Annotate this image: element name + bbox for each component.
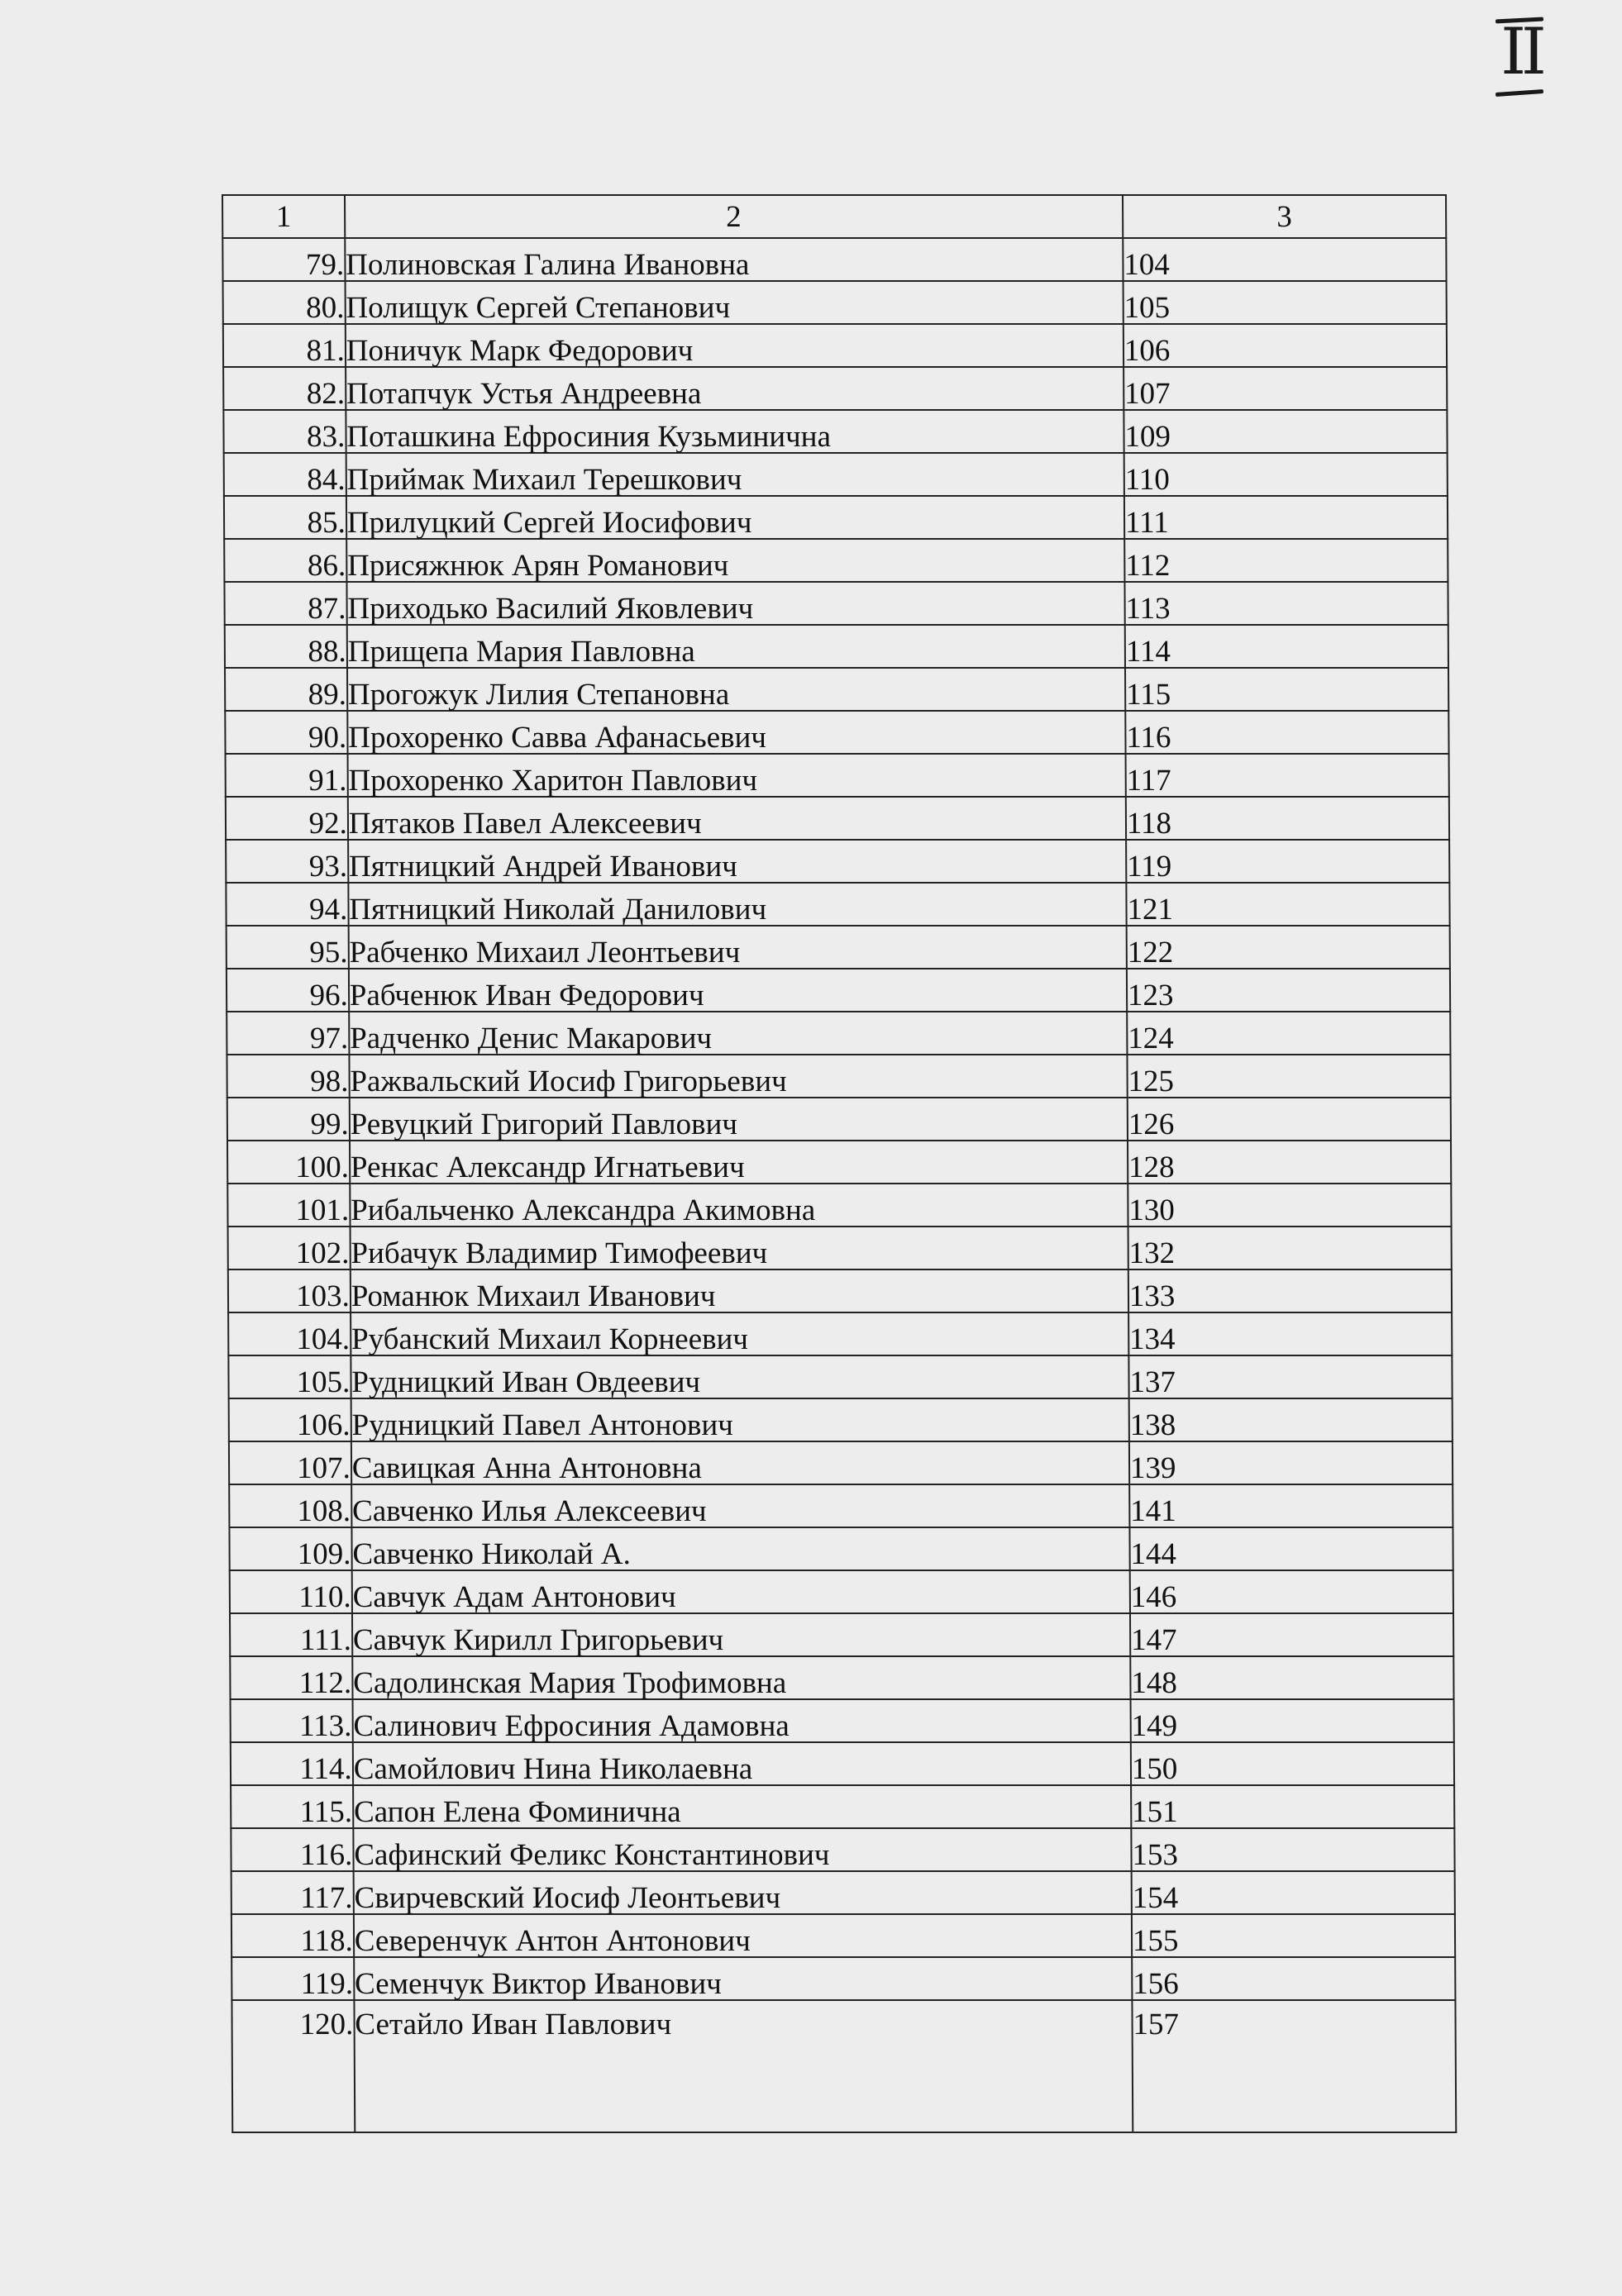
- table-row: [229, 1527, 1453, 1570]
- person-name-cell: Приймак Михаил Терешкович: [346, 453, 1123, 496]
- page-number-cell: 123: [1127, 969, 1450, 1012]
- row-number-cell: 91.: [226, 754, 348, 797]
- table-row: [228, 1312, 1452, 1355]
- page-number-cell: 144: [1129, 1527, 1453, 1570]
- person-name-cell: Семенчук Виктор Иванович: [354, 1957, 1132, 2000]
- row-number-cell: 88.: [225, 625, 347, 668]
- page-number-cell: 115: [1125, 668, 1448, 711]
- person-name-cell: Прохоренко Савва Афанасьевич: [347, 711, 1125, 754]
- table-row: [227, 1098, 1451, 1141]
- row-number-cell: 107.: [229, 1441, 351, 1484]
- table-row: [227, 969, 1450, 1012]
- page-number-cell: 139: [1129, 1441, 1453, 1484]
- row-number-cell: 98.: [227, 1055, 349, 1098]
- person-name-cell: Сапон Елена Фоминична: [353, 1785, 1131, 1828]
- row-number-cell: 110.: [230, 1570, 352, 1613]
- person-name-cell: Полиновская Галина Ивановна: [345, 238, 1123, 281]
- table-row: [224, 582, 1448, 625]
- person-name-cell: Самойлович Нина Николаевна: [353, 1742, 1131, 1785]
- person-name-cell: Савченко Илья Алексеевич: [351, 1484, 1129, 1527]
- table-row: [231, 1957, 1455, 2000]
- table-row: [226, 840, 1449, 883]
- table-row: [226, 754, 1449, 797]
- table-row: [231, 1742, 1454, 1785]
- row-number-cell: 89.: [225, 668, 347, 711]
- row-number-cell: 90.: [225, 711, 347, 754]
- table-row: [231, 1828, 1454, 1871]
- table-row: [227, 1184, 1451, 1227]
- row-number-cell: 92.: [226, 797, 348, 840]
- table-row: [224, 539, 1448, 582]
- page-roman-numeral-mark: [1484, 8, 1558, 99]
- page-number-cell: 141: [1129, 1484, 1453, 1527]
- page-number-cell: 155: [1132, 1914, 1455, 1957]
- person-name-cell: Рибальченко Александра Акимовна: [350, 1184, 1128, 1227]
- page-number-cell: 119: [1126, 840, 1449, 883]
- page-number-cell: 150: [1131, 1742, 1454, 1785]
- row-number-cell: 93.: [226, 840, 348, 883]
- table-row: [228, 1355, 1452, 1398]
- person-name-cell: Рубанский Михаил Корнеевич: [351, 1312, 1128, 1355]
- row-number-cell: 117.: [231, 1871, 354, 1914]
- row-number-cell: 106.: [229, 1398, 351, 1441]
- person-name-cell: Садолинская Мария Трофимовна: [352, 1656, 1130, 1699]
- table-row: [230, 1656, 1453, 1699]
- person-name-cell: Прохоренко Харитон Павлович: [347, 754, 1125, 797]
- row-number-cell: 116.: [231, 1828, 353, 1871]
- row-number-cell: 103.: [228, 1269, 351, 1312]
- page-number-cell: 149: [1130, 1699, 1453, 1742]
- person-name-cell: Ревуцкий Григорий Павлович: [350, 1098, 1128, 1141]
- table-row: [224, 496, 1448, 539]
- table-row: [231, 1699, 1454, 1742]
- page-number-cell: 113: [1124, 582, 1448, 625]
- person-name-cell: Ражвальский Иосиф Григорьевич: [349, 1055, 1127, 1098]
- page-number-cell: 105: [1123, 281, 1446, 324]
- table-row: [231, 2000, 1456, 2132]
- page-mark-text: II: [1500, 15, 1542, 89]
- page-number-cell: 124: [1127, 1012, 1450, 1055]
- person-name-cell: Рибачук Владимир Тимофеевич: [350, 1227, 1128, 1269]
- table-row: [227, 1012, 1450, 1055]
- page-number-cell: 133: [1128, 1269, 1452, 1312]
- person-name-cell: Савчук Адам Антонович: [351, 1570, 1129, 1613]
- table-row: [230, 1570, 1453, 1613]
- table-row: [231, 1914, 1455, 1957]
- row-number-cell: 83.: [223, 410, 346, 453]
- page-number-cell: 147: [1130, 1613, 1453, 1656]
- person-name-cell: Савченко Николай А.: [351, 1527, 1129, 1570]
- row-number-cell: 115.: [231, 1785, 353, 1828]
- row-number-cell: 119.: [231, 1957, 354, 2000]
- person-name-cell: Приходько Василий Яковлевич: [346, 582, 1124, 625]
- table-row: [228, 1269, 1452, 1312]
- row-number-cell: 82.: [223, 367, 346, 410]
- register-table: [222, 194, 1457, 2133]
- table-row: [225, 625, 1448, 668]
- table-row: [223, 324, 1447, 367]
- person-name-cell: Пятницкий Николай Данилович: [348, 883, 1126, 926]
- table-row: [225, 668, 1448, 711]
- header-row: [222, 195, 1446, 238]
- person-name-cell: Радченко Денис Макарович: [349, 1012, 1127, 1055]
- page-number-cell: 134: [1128, 1312, 1452, 1355]
- page-number-cell: 121: [1126, 883, 1449, 926]
- page-number-cell: 132: [1128, 1227, 1451, 1269]
- table-row: [227, 926, 1450, 969]
- person-name-cell: Присяжнюк Арян Романович: [346, 539, 1124, 582]
- row-number-cell: 79.: [222, 238, 345, 281]
- table-row: [231, 1871, 1455, 1914]
- table-row: [227, 1055, 1450, 1098]
- page-number-cell: 109: [1123, 410, 1447, 453]
- row-number-cell: 105.: [228, 1355, 351, 1398]
- row-number-cell: 99.: [227, 1098, 350, 1141]
- row-number-cell: 109.: [229, 1527, 351, 1570]
- page-number-cell: 146: [1130, 1570, 1453, 1613]
- row-number-cell: 120.: [231, 2000, 355, 2132]
- page-number-cell: 130: [1128, 1184, 1451, 1227]
- page-number-cell: 116: [1125, 711, 1448, 754]
- row-number-cell: 113.: [231, 1699, 353, 1742]
- page-number-cell: 107: [1123, 367, 1447, 410]
- row-number-cell: 100.: [227, 1141, 350, 1184]
- table-row: [224, 453, 1448, 496]
- row-number-cell: 86.: [224, 539, 346, 582]
- table-row: [229, 1441, 1453, 1484]
- row-number-cell: 101.: [227, 1184, 350, 1227]
- row-number-cell: 81.: [223, 324, 346, 367]
- page-mark-bottom-stroke: [1496, 89, 1543, 97]
- person-name-cell: Поташкина Ефросиния Кузьминична: [346, 410, 1123, 453]
- row-number-cell: 108.: [229, 1484, 351, 1527]
- page-number-cell: 138: [1128, 1398, 1452, 1441]
- table-row: [230, 1613, 1453, 1656]
- row-number-cell: 94.: [226, 883, 348, 926]
- table-row: [226, 797, 1449, 840]
- person-name-cell: Прищепа Мария Павловна: [347, 625, 1125, 668]
- person-name-cell: Прилуцкий Сергей Иосифович: [346, 496, 1124, 539]
- person-name-cell: Свирчевский Иосиф Леонтьевич: [353, 1871, 1131, 1914]
- table-body: [222, 238, 1456, 2132]
- page-number-cell: 137: [1128, 1355, 1452, 1398]
- page-number-cell: 114: [1125, 625, 1448, 668]
- person-name-cell: Савицкая Анна Антоновна: [351, 1441, 1129, 1484]
- page-number-cell: 128: [1128, 1141, 1451, 1184]
- table-row: [228, 1227, 1452, 1269]
- page-number-cell: 118: [1126, 797, 1449, 840]
- person-name-cell: Полищук Сергей Степанович: [345, 281, 1123, 324]
- page-number-cell: 117: [1125, 754, 1448, 797]
- page-number-cell: 153: [1131, 1828, 1454, 1871]
- page-number-cell: 125: [1127, 1055, 1450, 1098]
- person-name-cell: Ренкас Александр Игнатьевич: [350, 1141, 1128, 1184]
- table-row: [227, 1141, 1451, 1184]
- row-number-cell: 118.: [231, 1914, 354, 1957]
- row-number-cell: 112.: [230, 1656, 352, 1699]
- person-name-cell: Савчук Кирилл Григорьевич: [352, 1613, 1130, 1656]
- person-name-cell: Поничук Марк Федорович: [346, 324, 1123, 367]
- page-number-cell: 111: [1124, 496, 1448, 539]
- row-number-cell: 95.: [227, 926, 349, 969]
- page-number-cell: 122: [1126, 926, 1449, 969]
- page-number-cell: 104: [1123, 238, 1446, 281]
- page-number-cell: 110: [1123, 453, 1447, 496]
- page-number-cell: 157: [1132, 2000, 1456, 2132]
- row-number-cell: 80.: [223, 281, 346, 324]
- person-name-cell: Сетайло Иван Павлович: [354, 2000, 1133, 2132]
- page-number-cell: 126: [1128, 1098, 1451, 1141]
- column-header-page: 3: [1123, 195, 1446, 238]
- row-number-cell: 84.: [224, 453, 346, 496]
- row-number-cell: 96.: [227, 969, 349, 1012]
- page-number-cell: 151: [1131, 1785, 1454, 1828]
- page-number-cell: 112: [1124, 539, 1448, 582]
- row-number-cell: 111.: [230, 1613, 352, 1656]
- row-number-cell: 85.: [224, 496, 346, 539]
- person-name-cell: Потапчук Устья Андреевна: [346, 367, 1123, 410]
- column-header-name: 2: [345, 195, 1123, 238]
- table-row: [223, 410, 1447, 453]
- table-row: [225, 711, 1448, 754]
- page-number-cell: 106: [1123, 324, 1447, 367]
- table-row: [226, 883, 1449, 926]
- person-name-cell: Пятницкий Андрей Иванович: [348, 840, 1126, 883]
- table-row: [229, 1484, 1453, 1527]
- table-row: [223, 281, 1447, 324]
- row-number-cell: 97.: [227, 1012, 349, 1055]
- row-number-cell: 87.: [224, 582, 346, 625]
- person-name-cell: Сафинский Феликс Константинович: [353, 1828, 1131, 1871]
- person-name-cell: Рудницкий Иван Овдеевич: [351, 1355, 1128, 1398]
- table-row: [231, 1785, 1454, 1828]
- person-name-cell: Романюк Михаил Иванович: [351, 1269, 1128, 1312]
- row-number-cell: 104.: [228, 1312, 351, 1355]
- person-name-cell: Рабченко Михаил Леонтьевич: [348, 926, 1126, 969]
- column-header-number: 1: [222, 195, 345, 238]
- table-row: [223, 367, 1447, 410]
- person-name-cell: Северенчук Антон Антонович: [354, 1914, 1132, 1957]
- page-number-cell: 156: [1132, 1957, 1455, 2000]
- person-name-cell: Рудницкий Павел Антонович: [351, 1398, 1128, 1441]
- person-name-cell: Прогожук Лилия Степановна: [347, 668, 1125, 711]
- table-row: [229, 1398, 1453, 1441]
- person-name-cell: Рабченюк Иван Федорович: [349, 969, 1127, 1012]
- table-row: [222, 238, 1446, 281]
- page-number-cell: 148: [1130, 1656, 1453, 1699]
- page-number-cell: 154: [1131, 1871, 1454, 1914]
- row-number-cell: 102.: [228, 1227, 351, 1269]
- row-number-cell: 114.: [231, 1742, 353, 1785]
- person-name-cell: Салинович Ефросиния Адамовна: [352, 1699, 1130, 1742]
- person-name-cell: Пятаков Павел Алексеевич: [348, 797, 1126, 840]
